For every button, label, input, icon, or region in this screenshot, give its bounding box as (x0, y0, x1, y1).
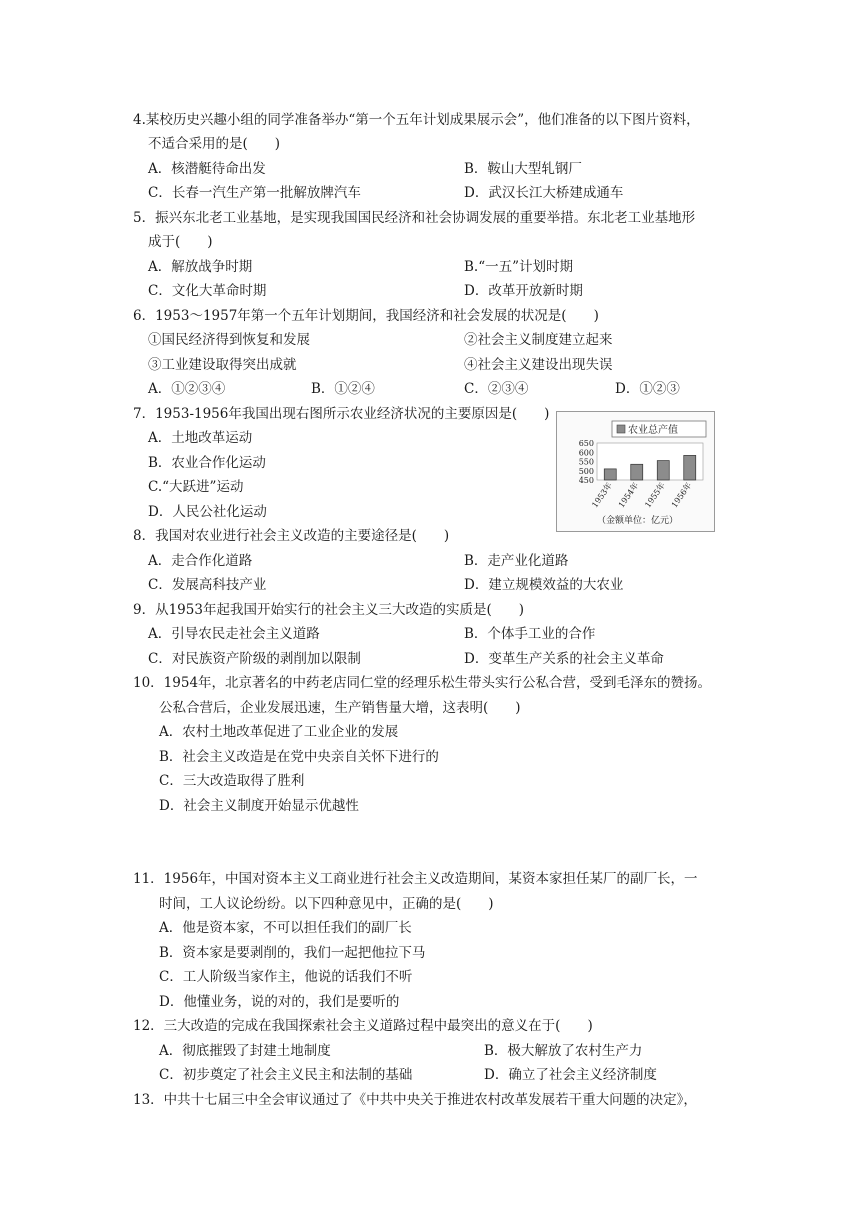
q11-option-c[interactable]: C．工人阶级当家作主，他说的话我们不听 (159, 969, 413, 985)
q10-option-d[interactable]: D．社会主义制度开始显示优越性 (159, 798, 359, 814)
chart-ytick-label: 450 (578, 476, 594, 485)
chart-legend-label: 农业总产值 (628, 425, 678, 436)
chart-bar (631, 464, 643, 480)
q12-stem: 12．三大改造的完成在我国探索社会主义道路过程中最突出的意义在于( ) (133, 1018, 593, 1034)
q4-option-d[interactable]: D．武汉长江大桥建成通车 (464, 185, 624, 201)
q8-option-a[interactable]: A．走合作化道路 (148, 553, 253, 569)
q12-option-c[interactable]: C．初步奠定了社会主义民主和法制的基础 (159, 1067, 413, 1083)
q6-stem: 6．1953～1957年第一个五年计划期间，我国经济和社会发展的状况是( ) (133, 308, 599, 324)
q8-option-d[interactable]: D．建立规模效益的大农业 (464, 577, 624, 593)
q4-option-a[interactable]: A．核潜艇待命出发 (148, 161, 266, 177)
q4-stem-line2: 不适合采用的是( ) (148, 136, 281, 152)
q11-option-d[interactable]: D．他懂业务，说的对的，我们是要听的 (159, 994, 400, 1010)
chart-xtick-label: 1955年 (643, 480, 667, 510)
q7-stem: 7．1953-1956年我国出现右图所示农业经济状况的主要原因是( ) (133, 406, 550, 422)
q6-option-a[interactable]: A．①②③④ (148, 381, 226, 397)
q11-stem-line1: 11．1956年，中国对资本主义工商业进行社会主义改造期间，某资本家担任某厂的副厂长，一 (133, 871, 698, 887)
q10-option-b[interactable]: B．社会主义改造是在党中央亲自关怀下进行的 (159, 749, 439, 765)
q8-option-b[interactable]: B．走产业化道路 (464, 553, 569, 569)
q8-stem: 8．我国对农业进行社会主义改造的主要途径是( ) (133, 528, 450, 544)
chart-bar (604, 469, 616, 480)
q11-option-b[interactable]: B．资本家是要剥削的，我们一起把他拉下马 (159, 945, 426, 961)
q8-option-c[interactable]: C．发展高科技产业 (148, 577, 267, 593)
q4-option-c[interactable]: C．长春一汽生产第一批解放牌汽车 (148, 185, 361, 201)
q7-option-c[interactable]: C.“大跃进”运动 (148, 479, 244, 495)
q6-item-2: ②社会主义制度建立起来 (464, 332, 613, 348)
chart-svg (557, 412, 714, 531)
q12-option-a[interactable]: A．彻底摧毁了封建土地制度 (159, 1043, 331, 1059)
q5-option-b[interactable]: B.“一五”计划时期 (464, 259, 574, 275)
q6-item-3: ③工业建设取得突出成就 (148, 357, 297, 373)
chart-xtick-label: 1954年 (616, 480, 641, 510)
chart-ytick-label: 650 (578, 439, 594, 448)
q9-stem: 9．从1953年起我国开始实行的社会主义三大改造的实质是( ) (133, 602, 524, 618)
chart-legend-swatch (617, 425, 625, 433)
q5-option-d[interactable]: D．改革开放新时期 (464, 283, 583, 299)
chart-ytick-label: 550 (578, 457, 594, 467)
q9-option-a[interactable]: A．引导农民走社会主义道路 (148, 626, 320, 642)
q13-stem-line1: 13．中共十七届三中全会审议通过了《中共中央关于推进农村改革发展若干重大问题的决定》， (133, 1092, 697, 1108)
q9-option-d[interactable]: D．变革生产关系的社会主义革命 (464, 651, 664, 667)
q6-item-1: ①国民经济得到恢复和发展 (148, 332, 310, 348)
q10-option-a[interactable]: A．农村土地改革促进了工业企业的发展 (159, 724, 399, 740)
q5-stem-line2: 成于( ) (148, 234, 213, 250)
q6-option-b[interactable]: B．①②④ (311, 381, 375, 397)
chart-ytick-label: 500 (578, 466, 594, 476)
q7-option-b[interactable]: B．农业合作化运动 (148, 455, 266, 471)
chart-xtick-label: 1956年 (669, 480, 694, 510)
q6-option-c[interactable]: C．②③④ (464, 381, 529, 397)
q11-option-a[interactable]: A．他是资本家，不可以担任我们的副厂长 (159, 920, 412, 936)
q11-stem-line2: 时间，工人议论纷纷。以下四种意见中，正确的是( ) (159, 896, 494, 912)
q10-stem-line1: 10．1954年，北京著名的中药老店同仁堂的经理乐松生带头实行公私合营，受到毛泽东的赞扬。 (133, 675, 712, 691)
q9-option-c[interactable]: C．对民族资产阶级的剥削加以限制 (148, 651, 361, 667)
q10-option-c[interactable]: C．三大改造取得了胜利 (159, 773, 305, 789)
chart-caption: （金额单位：亿元） (597, 516, 679, 526)
chart-ytick-label: 600 (578, 448, 594, 458)
q12-option-d[interactable]: D．确立了社会主义经济制度 (484, 1067, 657, 1083)
q9-option-b[interactable]: B．个体手工业的合作 (464, 626, 596, 642)
q7-option-a[interactable]: A．土地改革运动 (148, 430, 253, 446)
chart-xtick-label: 1953年 (590, 480, 614, 510)
q10-stem-line2: 公私合营后，企业发展迅速，生产销售量大增，这表明( ) (159, 700, 521, 716)
q6-option-d[interactable]: D．①②③ (615, 381, 680, 397)
q7-option-d[interactable]: D．人民公社化运动 (148, 504, 267, 520)
q5-stem-line1: 5．振兴东北老工业基地，是实现我国国民经济和社会协调发展的重要举措。东北老工业基地形 (133, 210, 696, 226)
q4-stem-line1: 4.某校历史兴趣小组的同学准备举办“第一个五年计划成果展示会”，他们准备的以下图片资料， (133, 112, 700, 128)
agricultural-output-chart (556, 411, 715, 532)
chart-bar (657, 461, 669, 480)
q6-item-4: ④社会主义建设出现失误 (464, 357, 613, 373)
q12-option-b[interactable]: B．极大解放了农村生产力 (484, 1043, 643, 1059)
chart-bar (684, 455, 696, 480)
q4-option-b[interactable]: B．鞍山大型轧钢厂 (464, 161, 582, 177)
q5-option-c[interactable]: C．文化大革命时期 (148, 283, 267, 299)
q5-option-a[interactable]: A．解放战争时期 (148, 259, 253, 275)
